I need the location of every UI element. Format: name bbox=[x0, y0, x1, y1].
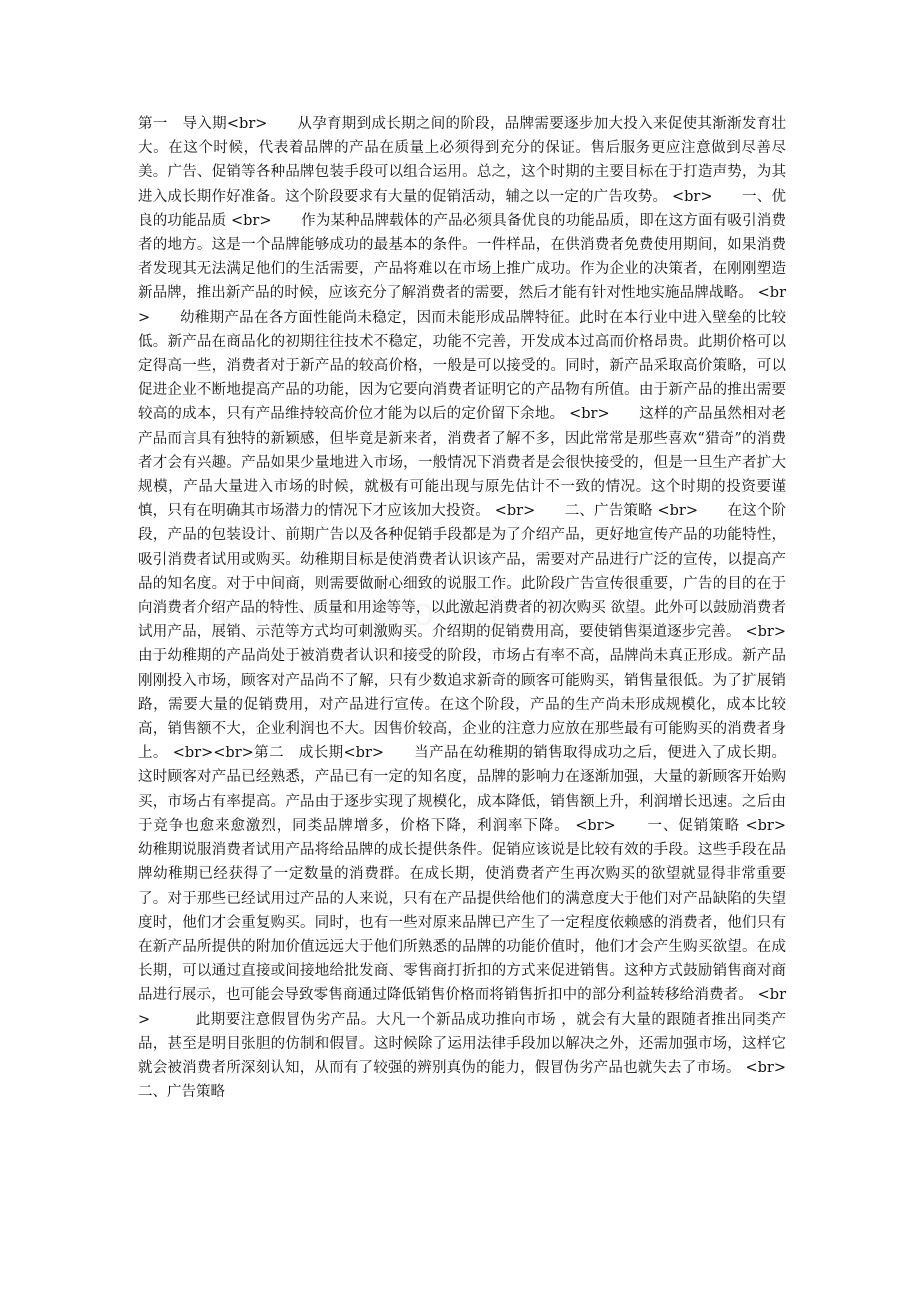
document-body-text: 第一 导入期<br> 从孕育期到成长期之间的阶段，品牌需要逐步加大投入来促使其渐渐发育壮大。在这个时候，代表着品牌的产品在质量上必须得到充分的保证。售后服务更应注意做到尽善尽美。广告、促销等各种品牌包装手段可以组合运用。总之，这个时期的主要目标在于打造声势，为其进入成长期作好准备。这个阶段要求有大量的促销活动，辅之以一定的广告攻势。 <br> 一、优良的功能品质 <br> 作为某种品牌载体的产品必须具备优良的功能品质，即在这方面有吸引消费者的地方。这是一个品牌能够成功的最基本的条件。一件样品，在供消费者免费使用期间，如果消费者发现其无法满足他们的生活需要，产品将难以在市场上推广成功。作为企业的决策者，在刚刚塑造新品牌，推出新产品的时候，应该充分了解消费者的需要，然后才能有针对性地实施品牌战略。 <br> 幼稚期产品在各方面性能尚未稳定，因而未能形成品牌特征。此时在本行业中进入壁垒的比较低。新产品在商品化的初期往往技术不稳定，功能不完善，开发成本过高而价格昂贵。此期价格可以定得高一些，消费者对于新产品的较高价格，一般是可以接受的。同时，新产品采取高价策略，可以促进企业不断地提高产品的功能，因为它要向消费者证明它的产品物有所值。由于新产品的推出需要较高的成本，只有产品维持较高价位才能为以后的定价留下余地。 <br> 这样的产品虽然相对老产品而言具有独特的新颖感，但毕竟是新来者，消费者了解不多，因此常常是那些喜欢“猎奇”的消费者才会有兴趣。产品如果少量地进入市场，一般情况下消费者是会很快接受的，但是一旦生产者扩大规模，产品大量进入市场的时候，就极有可能出现与原先估计不一致的情况。这个时期的投资要谨慎，只有在明确其市场潜力的情况下才应该加大投资。 <br> 二、广告策略 <br> 在这个阶段，产品的包装设计、前期广告以及各种促销手段都是为了介绍产品，更好地宣传产品的功能特性，吸引消费者试用或购买。幼稚期目标是使消费者认识该产品，需要对产品进行广泛的宣传，以提高产品的知名度。对于中间商，则需要做耐心细致的说服工作。此阶段广告宣传很重要，广告的目的在于向消费者介绍产品的特性、质量和用途等等，以此激起消费者的初次购买 欲望。此外可以鼓励消费者试用产品，展销、示范等方式均可刺激购买。介绍期的促销费用高，要使销售渠道逐步完善。 <br> 由于幼稚期的产品尚处于被消费者认识和接受的阶段，市场占有率不高，品牌尚未真正形成。新产品刚刚投入市场，顾客对产品尚不了解，只有少数追求新奇的顾客可能购买，销售量很低。为了扩展销路，需要大量的促销费用，对产品进行宣传。在这个阶段，产品的生产尚未形成规模化，成本比较高，销售额不大，企业利润也不大。因售价较高，企业的注意力应放在那些最有可能购买的消费者身上。 <br><br>第二 成长期<br> 当产品在幼稚期的销售取得成功之后，便进入了成长期。这时顾客对产品已经熟悉，产品已有一定的知名度，品牌的影响力在逐渐加强，大量的新顾客开始购买，市场占有率提高。产品由于逐步实现了规模化，成本降低，销售额上升，利润增长迅速。之后由于竞争也愈来愈激烈，同类品牌增多，价格下降，利润率下降。 <br> 一、促销策略 <br> 幼稚期说服消费者试用产品将给品牌的成长提供条件。促销应该说是比较有效的手段。这些手段在品牌幼稚期已经获得了一定数量的消费群。在成长期，使消费者产生再次购买的欲望就显得非常重要了。对于那些已经试用过产品的人来说，只有在产品提供给他们的满意度大于他们对产品缺陷的失望度时，他们才会重复购买。同时，也有一些对原来品牌已产生了一定程度依赖感的消费者，他们只有在新产品所提供的附加价值远远大于他们所熟悉的品牌的功能价值时，他们才会产生购买欲望。在成长期，可以通过直接或间接地给批发商、零售商打折扣的方式来促进销售。这种方式鼓励销售商对商品进行展示，也可能会导致零售商通过降低销售价格而将销售折扣中的部分利益转移给消费者。 <br> 此期要注意假冒伪劣产品。大凡一个新品成功推向市场 ，就会有大量的跟随者推出同类产品，甚至是明目张胆的仿制和假冒。这时候除了运用法律手段加以解决之外，还需加强市场，这样它就会被消费者所深刻认知，从而有了较强的辨别真伪的能力，假冒伪劣产品也就失去了市场。 <br> 二、广告策略 bbox=[138, 116, 815, 1101]
